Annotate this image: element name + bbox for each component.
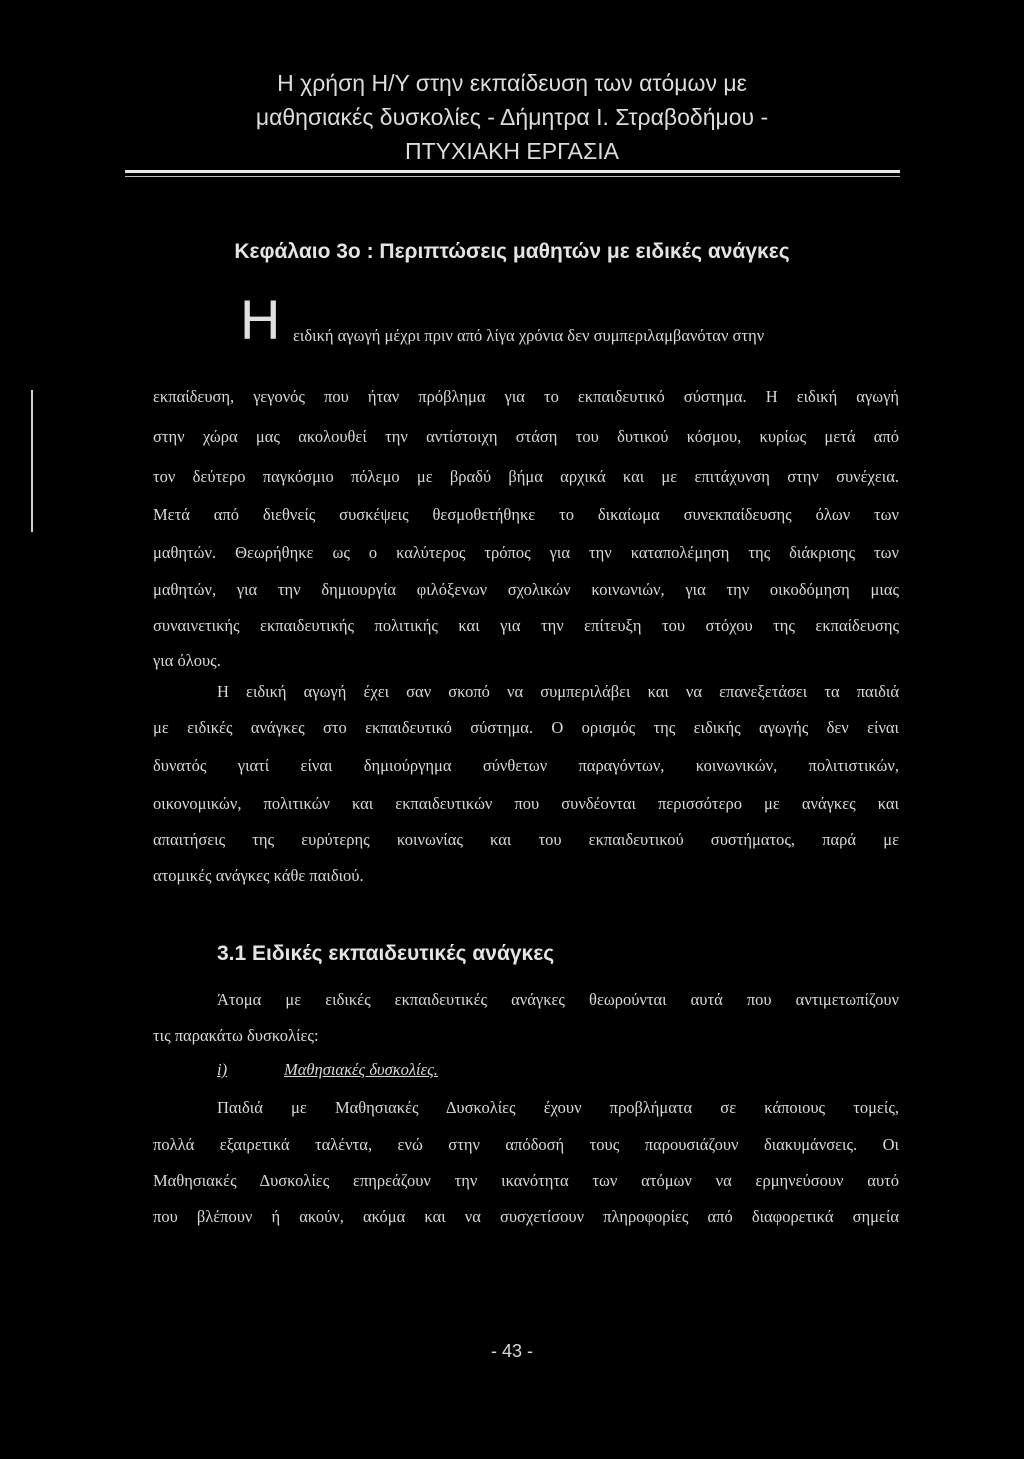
paragraph-3-line: Άτομα με ειδικές εκπαιδευτικές ανάγκες θεωρούνται αυτά που αντιμετωπίζουν xyxy=(217,990,899,1009)
header-line-3: ΠΤΥΧΙΑΚΗ ΕΡΓΑΣΙΑ xyxy=(405,138,619,164)
paragraph-4-line: Μαθησιακές Δυσκολίες επηρεάζουν την ικανότητα των ατόμων να ερμηνεύσουν αυτό xyxy=(153,1171,899,1190)
drop-cap: Η xyxy=(240,288,281,351)
header-rule-thin xyxy=(125,176,900,177)
paragraph-2-line: ατομικές ανάγκες κάθε παιδιού. xyxy=(153,866,364,885)
paragraph-2-line: με ειδικές ανάγκες στο εκπαιδευτικό σύστημα. Ο ορισμός της ειδικής αγωγής δεν είναι xyxy=(153,718,899,737)
paragraph-1-line: τον δεύτερο παγκόσμιο πόλεμο με βραδύ βήμα αρχικά και με επιτάχυνση στην συνέχεια. xyxy=(153,467,899,486)
subitem-title: Μαθησιακές δυσκολίες. xyxy=(284,1060,438,1079)
paragraph-1-line: μαθητών, για την δημιουργία φιλόξενων σχολικών κοινωνιών, για την οικοδόμηση μιας xyxy=(153,580,899,599)
header-rule xyxy=(125,170,900,173)
page-number: - 43 - xyxy=(490,1341,533,1361)
header-line-2: μαθησιακές δυσκολίες - Δήμητρα Ι. Στραβοδήμου - xyxy=(255,104,769,130)
paragraph-1-line: μαθητών. Θεωρήθηκε ως ο καλύτερος τρόπος για την καταπολέμηση της διάκρισης των xyxy=(153,543,899,562)
header-line-1: Η χρήση Η/Υ στην εκπαίδευση των ατόμων με xyxy=(277,70,747,96)
running-header xyxy=(0,66,1024,168)
paragraph-1-line: εκπαίδευση, γεγονός που ήταν πρόβλημα για το εκπαιδευτικό σύστημα. Η ειδική αγωγή xyxy=(153,387,899,406)
paragraph-4-line: που βλέπουν ή ακούν, ακόμα και να συσχετίσουν πληροφορίες από διαφορετικά σημεία xyxy=(153,1207,899,1226)
paragraph-2-line: δυνατός γιατί είναι δημιούργημα σύνθετων παραγόντων, κοινωνικών, πολιτιστικών, xyxy=(153,756,899,775)
paragraph-1-first-line: ειδική αγωγή μέχρι πριν από λίγα χρόνια δεν συμπεριλαμβανόταν στην xyxy=(293,326,765,345)
paragraph-1-line: συναινετικής εκπαιδευτικής πολιτικής και για την επίτευξη του στόχου της εκπαίδευσης xyxy=(153,616,899,635)
paragraph-1-line: για όλους. xyxy=(153,651,221,670)
section-title: 3.1 Ειδικές εκπαιδευτικές ανάγκες xyxy=(217,942,555,965)
paragraph-1-line: στην χώρα μας ακολουθεί την αντίστοιχη στάση του δυτικού κόσμου, κυρίως μετά από xyxy=(153,427,899,446)
paragraph-4-line: Παιδιά με Μαθησιακές Δυσκολίες έχουν προβλήματα σε κάποιους τομείς, xyxy=(217,1098,899,1117)
paragraph-1-line: Μετά από διεθνείς συσκέψεις θεσμοθετήθηκε το δικαίωμα συνεκπαίδευσης όλων των xyxy=(153,505,899,524)
paragraph-2-line: απαιτήσεις της ευρύτερης κοινωνίας και του εκπαιδευτικού συστήματος, παρά με xyxy=(153,830,899,849)
chapter-title: Κεφάλαιο 3ο : Περιπτώσεις μαθητών με ειδικές ανάγκες xyxy=(234,240,790,263)
subitem-number: i) xyxy=(217,1060,228,1079)
paragraph-3-line: τις παρακάτω δυσκολίες: xyxy=(153,1026,319,1045)
paragraph-2-line: Η ειδική αγωγή έχει σαν σκοπό να συμπεριλάβει και να επανεξετάσει τα παιδιά xyxy=(217,682,899,701)
paragraph-4-line: πολλά εξαιρετικά ταλέντα, ενώ στην απόδοσή τους παρουσιάζουν διακυμάνσεις. Οι xyxy=(153,1135,899,1154)
paragraph-2-line: οικονομικών, πολιτικών και εκπαιδευτικών που συνδέονται περισσότερο με ανάγκες και xyxy=(153,794,899,813)
margin-line xyxy=(31,390,33,532)
